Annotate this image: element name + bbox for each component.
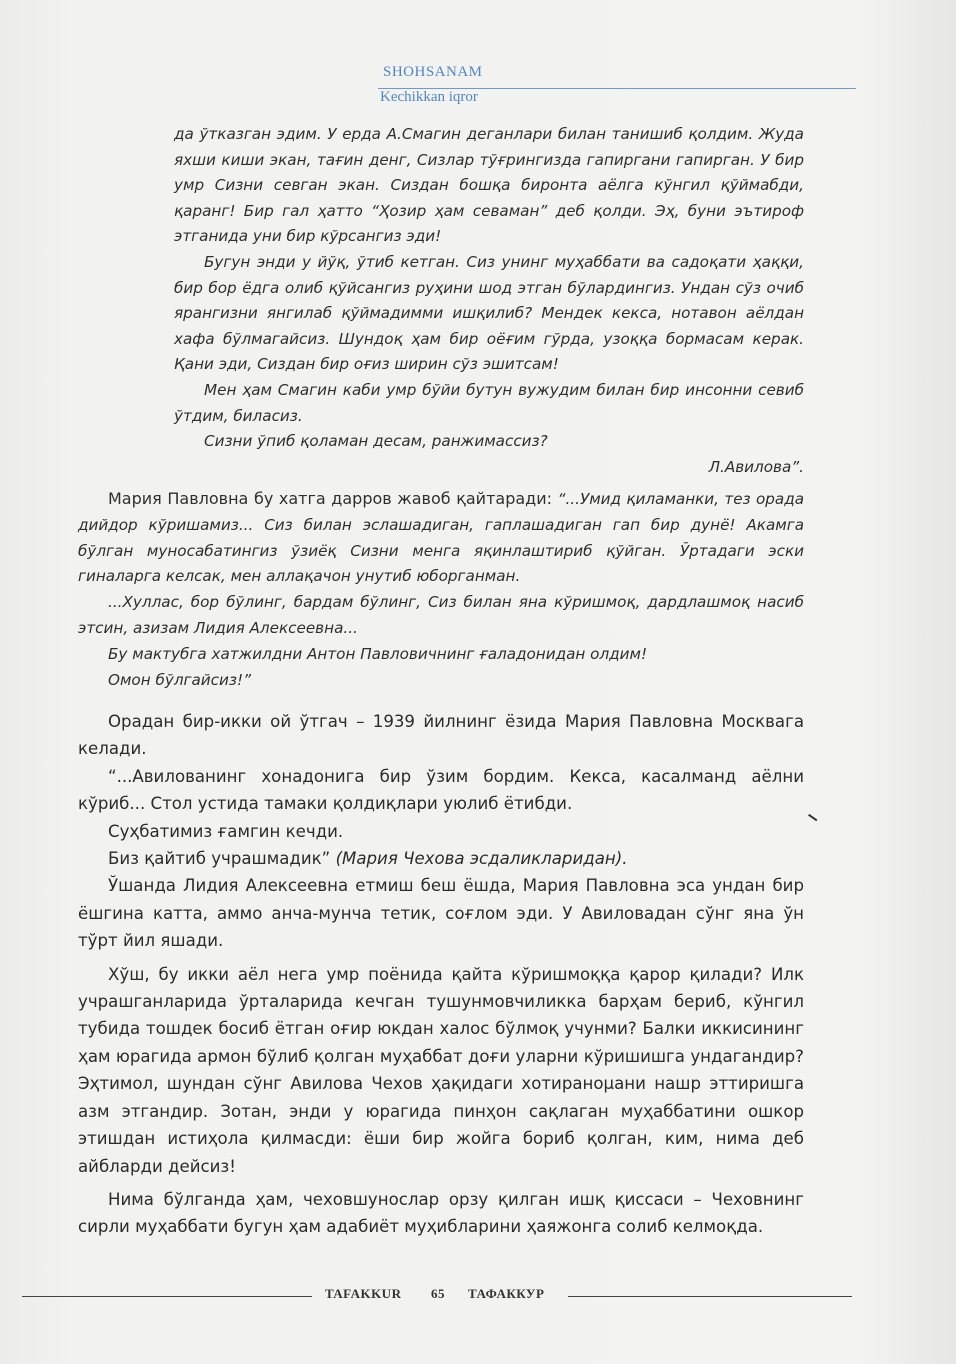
- reply-paragraph: ...Хуллас, бор бўлинг, бардам бўлинг, Сиз билан яна кўришмоқ, дардлашмоқ насиб этсин, азизам Лидия Алексеевна...: [78, 593, 804, 637]
- reply-intro: Мария Павловна бу хатга дарров жавоб қайтаради:: [108, 489, 558, 508]
- reply-paragraph: Бу мактубга хатжилдни Антон Павловичнинг ғаладонидан олдим!: [108, 644, 648, 663]
- page-number: 65: [431, 1286, 445, 1301]
- main-paragraph: “...Авилованинг хонадонига бир ўзим бордим. Кекса, касалманд аёлни кўриб... Стол устида тамаки қолдиқлари уюлиб ётибди.: [78, 766, 804, 814]
- letter-paragraph: да ўтказган эдим. У ерда А.Смагин деганлари билан танишиб қолдим. Жуда яхши киши экан, тағин денг, Сизлар тўғрингизда гапиргани гапирган. У бир умр Сизни севган экан. Сиздан бошқа биронта аёлга кўнгил қўймабди, қаранг! Бир гал ҳатто “Ҳозир ҳам севаман” деб қолди. Эҳ, буни эътироф этганида уни бир кўрсангиз эди!: [174, 125, 804, 246]
- article-subtitle: Kechikkan iqror: [380, 89, 478, 105]
- ink-mark: [805, 814, 818, 826]
- letter-paragraph: Бугун энди у йўқ, ўтиб кетган. Сиз унинг муҳаббати ва садоқати ҳаққи, бир бор ёдга олиб қўйсангиз руҳини шод этган бўлардингиз. Ундан сўз очиб ярангизни янгилаб қўймадимми ишқилиб? Мендек кекса, нотавон аёлдан хафа бўлмагайсиз. Шундоқ ҳам бир оёғим гўрда, узоққа бормасам керак. Қани эди, Сиздан бир оғиз ширин сўз эшитсам!: [174, 252, 804, 374]
- main-paragraph: Хўш, бу икки аёл нега умр поёнида қайта кўришмоққа қарор қилади? Илк учрашганларида ўрталарида кечган тушунмовчиликка барҳам бериб, кўнгил тубида тошдек босиб ётган оғир юкдан халос бўлмоқ учунми? Балки иккисининг ҳам юрагида армон бўлиб қолган муҳаббат доғи уларни кўришишга ундагандир? Эҳтимол, шундан сўнг Авилова Чехов ҳақидаги хотиранομани нашр эттиришга азм этгандир. Зотан, энди у юрагида пинҳон сақлаган муҳаббатини ошкор этишдан истиҳола қилмасди: ёши бир жойга бориб қолган, ким, нима деб айбларди дейсиз!: [78, 964, 804, 1176]
- main-paragraph: Суҳбатимиз ғамгин кечди.: [108, 821, 344, 841]
- reply-paragraph: Омон бўлгайсиз!”: [108, 670, 251, 689]
- main-text-span: Биз қайтиб учрашмадик”: [108, 849, 336, 869]
- footer-journal-latin: TAFAKKUR: [325, 1286, 402, 1301]
- page-footer: [0, 1284, 956, 1304]
- letter-signature: Л.Авилова”.: [708, 457, 804, 476]
- main-paragraph: Орадан бир-икки ой ўтгач – 1939 йилнинг ёзида Мария Павловна Москвага келади.: [78, 712, 804, 759]
- journal-section-title: SHOHSANAM: [383, 64, 483, 80]
- quoted-letter: [174, 122, 804, 480]
- main-paragraph: [78, 845, 804, 872]
- main-text: [78, 708, 804, 1241]
- letter-paragraph: Сизни ўпиб қоламан десам, ранжимассиз?: [204, 432, 548, 451]
- footer-rule-left: [22, 1296, 312, 1297]
- footer-journal-cyrillic: ТАФАККУР: [468, 1286, 545, 1301]
- footer-rule-right: [568, 1296, 852, 1297]
- main-paragraph: Нима бўлганда ҳам, чеховшунослар орзу қилган ишқ қиссаси – Чеховнинг сирли муҳаббати бугун ҳам адабиёт муҳибларини ҳаяжонга солиб келмоқда.: [78, 1189, 804, 1237]
- letter-paragraph: Мен ҳам Смагин каби умр бўйи бутун вужудим билан бир инсонни севиб ўтдим, биласиз.: [174, 380, 804, 425]
- reply-letter: [78, 486, 804, 693]
- reply-paragraph: “...Умид қиламанки, тез орада дийдор кўришамиз... Сиз билан эслашадиган, гаплашадиган гап бир дунё! Акамга бўлган муносабатингиз ўзиёқ Сизни менга яқинлаштириб қўйган. Ўртадаги эски гиналарга келсак, мен аллақачон унутиб юборганман.: [78, 490, 805, 586]
- main-paragraph: Ўшанда Лидия Алексеевна етмиш беш ёшда, Мария Павловна эса ундан бир ёшгина катта, аммо анча-мунча тетик, соғлом эди. У Авиловадан сўнг яна ўн тўрт йил яшади.: [78, 876, 804, 951]
- source-note: (Мария Чехова эсдаликларидан).: [335, 849, 628, 869]
